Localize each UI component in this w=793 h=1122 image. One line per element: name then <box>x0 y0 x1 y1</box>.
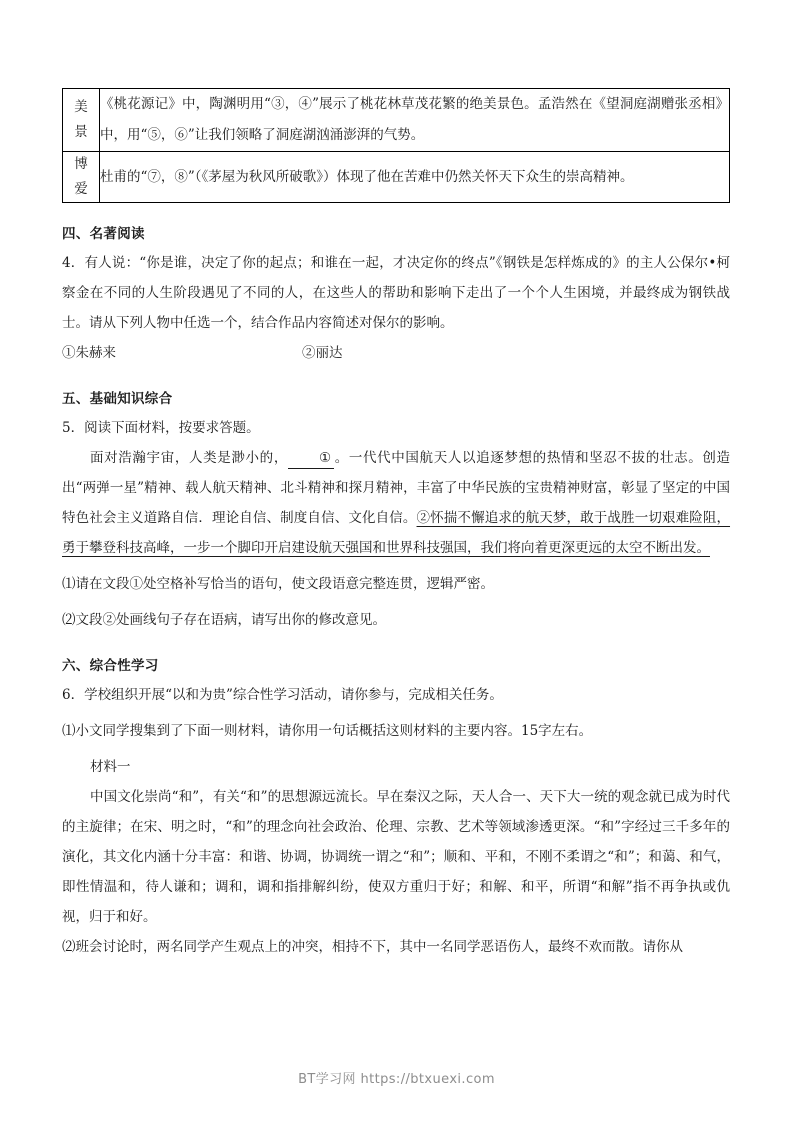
page-content <box>62 88 730 962</box>
material-underlined-sentence: ②怀揣不懈追求的航天梦，敢于战胜一切艰难险阻，勇于攀登科技高峰，一步一个脚印开启建设航天强国和世界科技强国，我们将向着更深更远的太空不断出发。 <box>62 510 731 556</box>
question-5-sub-2: ⑵文段②处画线句子存在语病，请写出你的修改意见。 <box>62 612 386 628</box>
question-6-sub-2: ⑵班会讨论时，两名同学产生观点上的冲突，相持不下，其中一名同学恶语伤人，最终不欢而散。请你从 <box>62 939 683 955</box>
table-row-text: 《桃花源记》中，陶渊明用“③，④”展示了桃花林草茂花繁的绝美景色。孟浩然在《望洞庭湖赠张丞相》中，用“⑤，⑥”让我们领略了洞庭湖汹涌澎湃的气势。 <box>100 89 730 152</box>
question-5: 5．阅读下面材料，按要求答题。 <box>62 420 260 436</box>
label-char: 景 <box>74 124 88 140</box>
section-heading-4: 四、名著阅读 <box>62 226 145 242</box>
material-one-body: 中国文化崇尚“和”，有关“和”的思想源远流长。早在秦汉之际，天人合一、天下大一统的观念就已成为时代的主旋律；在宋、明之时，“和”的理念向社会政治、伦理、宗教、艺术等领域渗透更深。“和”字经过三千多年的演化，其文化内涵十分丰富：和谐、协调，协调统一谓之“和”；顺和、平和，不刚不柔谓之“和”；和蔼、和气，即性情温和，待人谦和；调和，调和指排解纠纷，使双方重归于好；和解、和平，所谓“和解”指不再争执或仇视，归于和好。 <box>62 789 730 925</box>
question-5-material <box>62 443 730 563</box>
material-blank-slot: ① <box>288 448 334 469</box>
label-char: 博 <box>74 156 88 172</box>
material-one-title: 材料一 <box>90 759 131 775</box>
table-row <box>63 152 730 203</box>
label-char: 爱 <box>74 181 88 197</box>
poem-theme-table <box>62 88 730 203</box>
section-heading-6: 六、综合性学习 <box>62 658 159 674</box>
question-5-sub-1: ⑴请在文段①处空格补写恰当的语句，使文段语意完整连贯，逻辑严密。 <box>62 576 494 592</box>
option-lida: ②丽达 <box>302 345 343 361</box>
question-4-options <box>62 338 730 368</box>
question-6: 6．学校组织开展“以和为贵”综合性学习活动，请你参与，完成相关任务。 <box>62 687 503 703</box>
question-4: 4．有人说：“你是谁，决定了你的起点；和谁在一起，才决定你的终点”《钢铁是怎样炼成的》的主人公保尔•柯察金在不同的人生阶段遇见了不同的人，在这些人的帮助和影响下走出了一个个人生困境，并最终成为钢铁战士。请从下列人物中任选一个，结合作品内容简述对保尔的影响。 <box>62 255 730 331</box>
table-row-label <box>63 89 100 152</box>
material-text-part1: 面对浩瀚宇宙，人类是渺小的， <box>90 450 288 466</box>
material-text-part2: 。一代代中国航天人以追逐梦想的热情和坚忍不拔的壮志。创造出“两弹一星”精神、载人航天精神、北斗精神和探月精神，丰富了中华民族的宝贵精神财富，彰显了坚定的中国特色社会主义道路自信．理论自信、制度自信、文化自信。 <box>62 450 731 526</box>
section-heading-5: 五、基础知识综合 <box>62 391 173 407</box>
label-char: 美 <box>74 99 88 115</box>
option-zhuheilai: ①朱赫来 <box>62 345 116 361</box>
table-row <box>63 89 730 152</box>
footer-watermark: BT学习网 https://btxuexi.com <box>298 1072 495 1087</box>
question-6-sub-1: ⑴小文同学搜集到了下面一则材料，请你用一句话概括这则材料的主要内容。15字左右。 <box>62 723 593 739</box>
table-row-text: 杜甫的“⑦，⑧”（《茅屋为秋风所破歌》）体现了他在苦难中仍然关怀天下众生的崇高精神。 <box>100 152 730 203</box>
table-row-label <box>63 152 100 203</box>
